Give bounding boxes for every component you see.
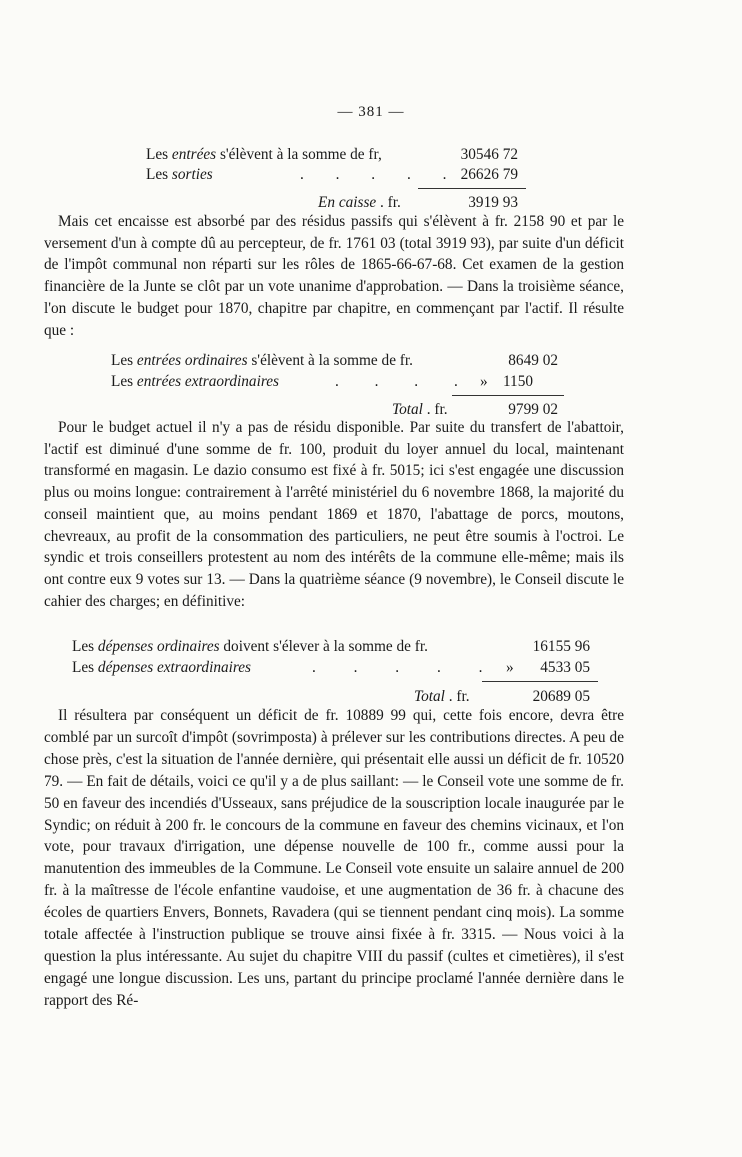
depenses-extra-word: dépenses extraordinaires [97, 659, 252, 676]
depenses-extra-dots: . . . . . [312, 659, 500, 676]
total-2-rest: . fr. [426, 401, 448, 418]
sorties-dots: . . . . . [300, 166, 461, 183]
paragraph-3: Il résultera par conséquent un déficit de fr. 10889 99 qui, cette fois encore, devra être comblé par un surcoît d'impôt (sovrimposta) à prélever sur les contributions directes. A peu de chose près, c'est la situation de l'année dernière, qui présentait elle aussi un déficit de fr. 10520 79. — En fait de détails, voici ce qu'il y a de plus saillant: — le Conseil vote une somme de fr. 50 en faveur des incendiés d'Usseaux, sans préjudice de la souscription locale inaugurée par le Syndic; on réduit à 200 fr. le concours de la commune en faveur des chemins vicinaux, et l'on vote, pour travaux d'irrigation, une dépense nouvelle de 100 fr., comme aussi pour la manutention des immeubles de la Commune. Le Conseil vote ensuite un salaire annuel de 200 fr. à la maîtresse de l'école enfantine vaudoise, et une augmentation de 36 fr. à chacune des écoles de quartiers Envers, Bonnets, Ravadera (qui se tiennent pendant cinq mois). La somme totale affectée à l'instruction publique se trouve ainsi fixée à fr. 3315. — Nous voici à la question la plus intéressante. Au sujet du chapitre VIII du passif (cultes et cimetières), il s'est engagé une longue discussion. Les uns, partant du principe proclamé l'année dernière dans le rapport des Ré- [44, 707, 624, 1009]
entrees-extra-pre: Les [111, 373, 134, 390]
sorties-line [146, 166, 213, 184]
depenses-ord-amount: 16155 96 [532, 638, 590, 655]
paragraph-1: Mais cet encaisse est absorbé par des résidus passifs qui s'élèvent à fr. 2158 90 et par le versement d'un à compte dû au percepteur, de fr. 1761 03 (total 3919 93), par suite d'un déficit de l'impôt communal non réparti sur les rôles de 1865-66-67-68. Cet examen de la gestion financière de la Junte se clôt par un vote unanime d'approbation. — Dans la troisième séance, l'on discute le budget pour 1870, chapitre par chapitre, en commençant par l'actif. Il résulte que : [44, 213, 624, 339]
sum-rule-3 [482, 681, 598, 682]
entrees-extra-line [111, 373, 279, 391]
entrees-label: Les [146, 146, 169, 163]
entrees-line [146, 146, 382, 164]
depenses-ord-word: dépenses ordinaires [97, 638, 220, 655]
entrees-extra-dots: . . . . [335, 373, 474, 390]
depenses-extra-mark: » [506, 659, 514, 676]
entrees-amount: 30546 72 [460, 146, 518, 163]
depenses-extra-amount: 4533 05 [540, 659, 590, 676]
entrees-ord-rest: s'élèvent à la somme de fr. [251, 352, 413, 369]
sum-rule-2 [452, 395, 564, 396]
total-3-word: Total [414, 688, 445, 705]
sorties-amount: 26626 79 [460, 166, 518, 183]
entrees-ord-line [111, 352, 413, 370]
entrees-ord-amount: 8649 02 [508, 352, 558, 369]
total-2-word: Total [392, 401, 423, 418]
caisse-rest: . fr. [380, 194, 401, 211]
entrees-extra-word: entrées extraordinaires [136, 373, 279, 390]
paragraph-2: Pour le budget actuel il n'y a pas de résidu disponible. Par suite du transfert de l'abattoir, l'actif est diminué d'une somme de fr. 100, produit du loyer annuel du local, maintenant transformé en magasin. Le dazio consumo est fixé à fr. 5015; ici s'est engagée une discussion plus ou moins longue: contrairement à l'arrêté ministériel du 6 novembre 1868, la majorité du conseil maintient que, au moins pendant 1869 et 1870, l'abattage de porcs, moutons, chevreaux, au profit de la consommation des particuliers, ne peut être soumis à l'octroi. Le syndic et trois conseillers protestent au nom des intérêts de la commune elle-même; mais ils ont contre eux 9 votes sur 13. — Dans la quatrième séance (9 novembre), le Conseil discute le cahier des charges; en définitive: [44, 419, 624, 610]
sum-rule-1 [418, 188, 526, 189]
depenses-ord-pre: Les [72, 638, 95, 655]
sorties-label: Les [146, 166, 169, 183]
depenses-extra-pre: Les [72, 659, 95, 676]
entrees-ord-word: entrées ordinaires [136, 352, 248, 369]
entrees-ord-pre: Les [111, 352, 134, 369]
depenses-ord-line [72, 638, 428, 656]
entrees-extra-amount: 1150 [502, 373, 533, 390]
total-3-line [414, 688, 470, 706]
entrees-extra-mark: » [480, 373, 488, 390]
entrees-word: entrées [171, 146, 217, 163]
page-number: — 381 — [337, 104, 405, 120]
caisse-line [318, 194, 401, 212]
total-2-amount: 9799 02 [508, 401, 558, 418]
sorties-word: sorties [171, 166, 213, 183]
total-3-amount: 20689 05 [532, 688, 590, 705]
caisse-amount: 3919 93 [468, 194, 518, 211]
caisse-word: En caisse [318, 194, 377, 211]
depenses-ord-rest: doivent s'élever à la somme de fr. [223, 638, 428, 655]
total-3-rest: . fr. [448, 688, 470, 705]
entrees-rest: s'élèvent à la somme de fr, [219, 146, 382, 163]
depenses-extra-line [72, 659, 251, 677]
